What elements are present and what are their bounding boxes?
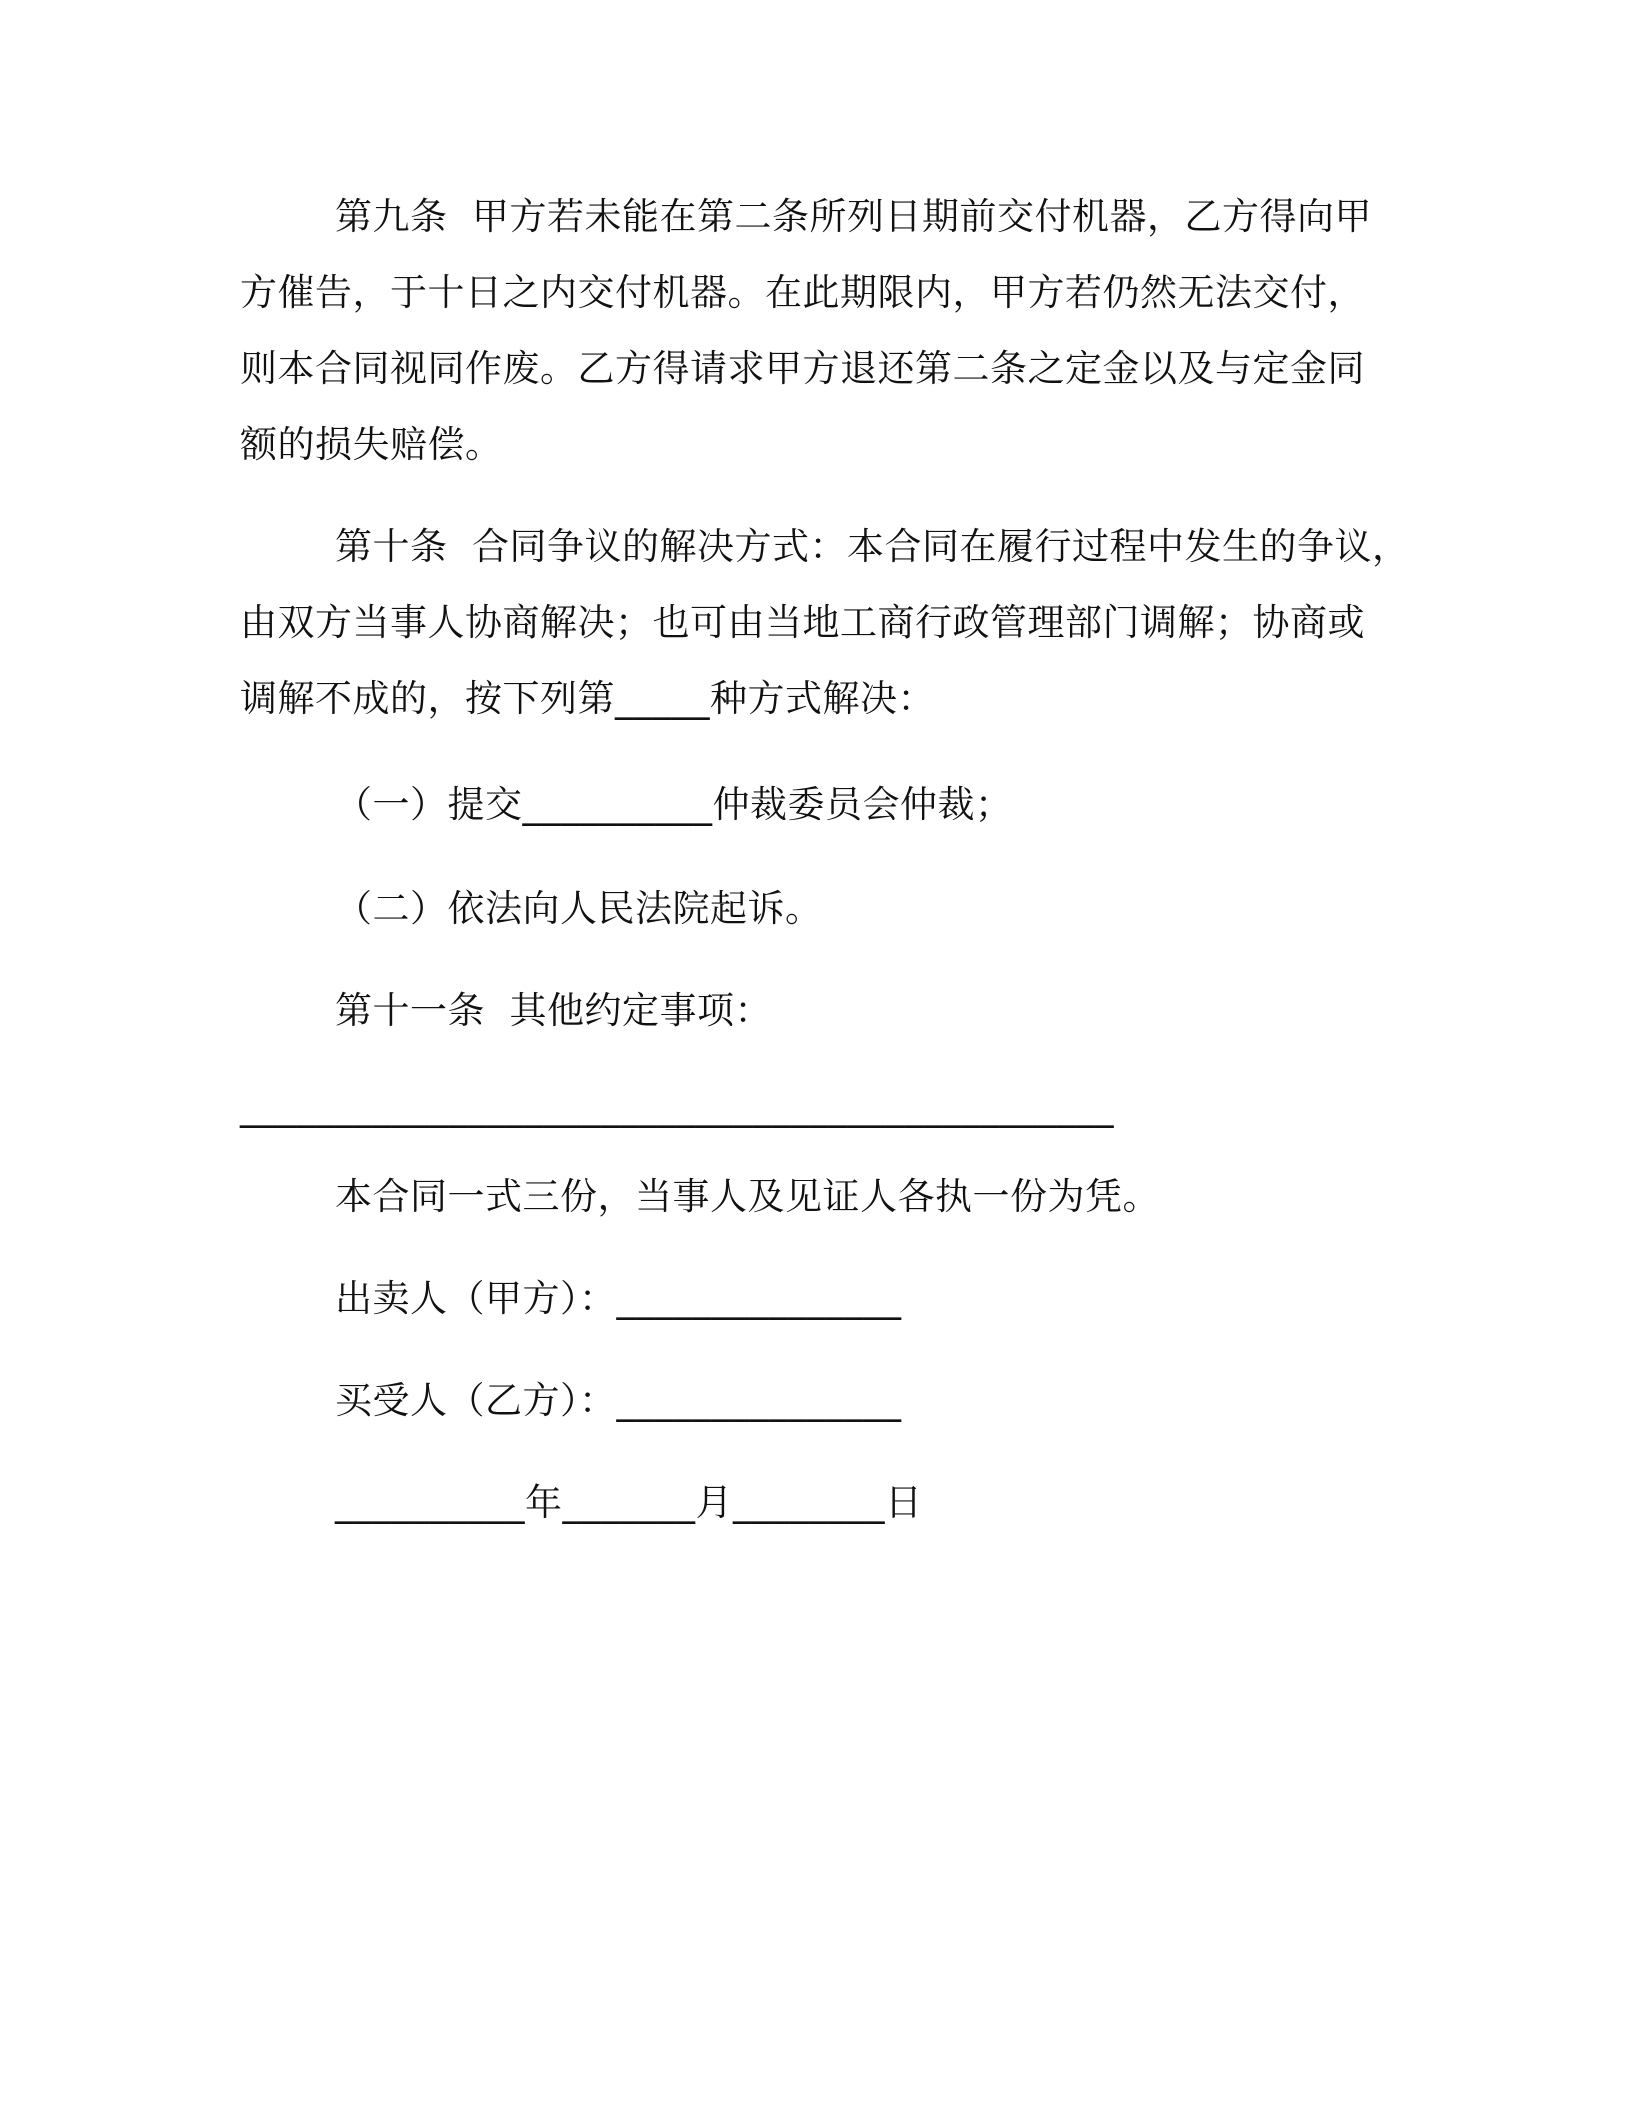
article-9-line-4: 额的损失赔偿。 <box>240 423 503 466</box>
buyer-signature-line: 买受人（乙方）：_______________ <box>335 1379 902 1422</box>
article-9-line-2: 方催告，于十日之内交付机器。在此期限内，甲方若仍然无法交付， <box>240 271 1365 314</box>
article-10-option-2: （二）依法向人民法院起诉。 <box>335 887 823 930</box>
copies-statement: 本合同一式三份，当事人及见证人各执一份为凭。 <box>335 1175 1160 1218</box>
article-11-heading: 第十一条 其他约定事项： <box>335 989 773 1032</box>
article-9-line-1: 第九条 甲方若未能在第二条所列日期前交付机器，乙方得向甲 <box>335 195 1373 238</box>
article-9-line-3: 则本合同视同作废。乙方得请求甲方退还第二条之定金以及与定金同 <box>240 347 1365 390</box>
article-10-line-3: 调解不成的，按下列第_____种方式解决： <box>240 677 935 720</box>
article-10-line-2: 由双方当事人协商解决；也可由当地工商行政管理部门调解；协商或 <box>240 601 1365 644</box>
article-10-line-1: 第十条 合同争议的解决方式：本合同在履行过程中发生的争议， <box>335 525 1410 568</box>
article-10-option-1: （一）提交__________仲裁委员会仲裁； <box>335 783 1013 826</box>
date-line: __________年_______月________日 <box>335 1481 923 1524</box>
article-11-blank-line: ______________________________________________ <box>240 1085 1114 1128</box>
seller-signature-line: 出卖人（甲方）：_______________ <box>335 1277 902 1320</box>
